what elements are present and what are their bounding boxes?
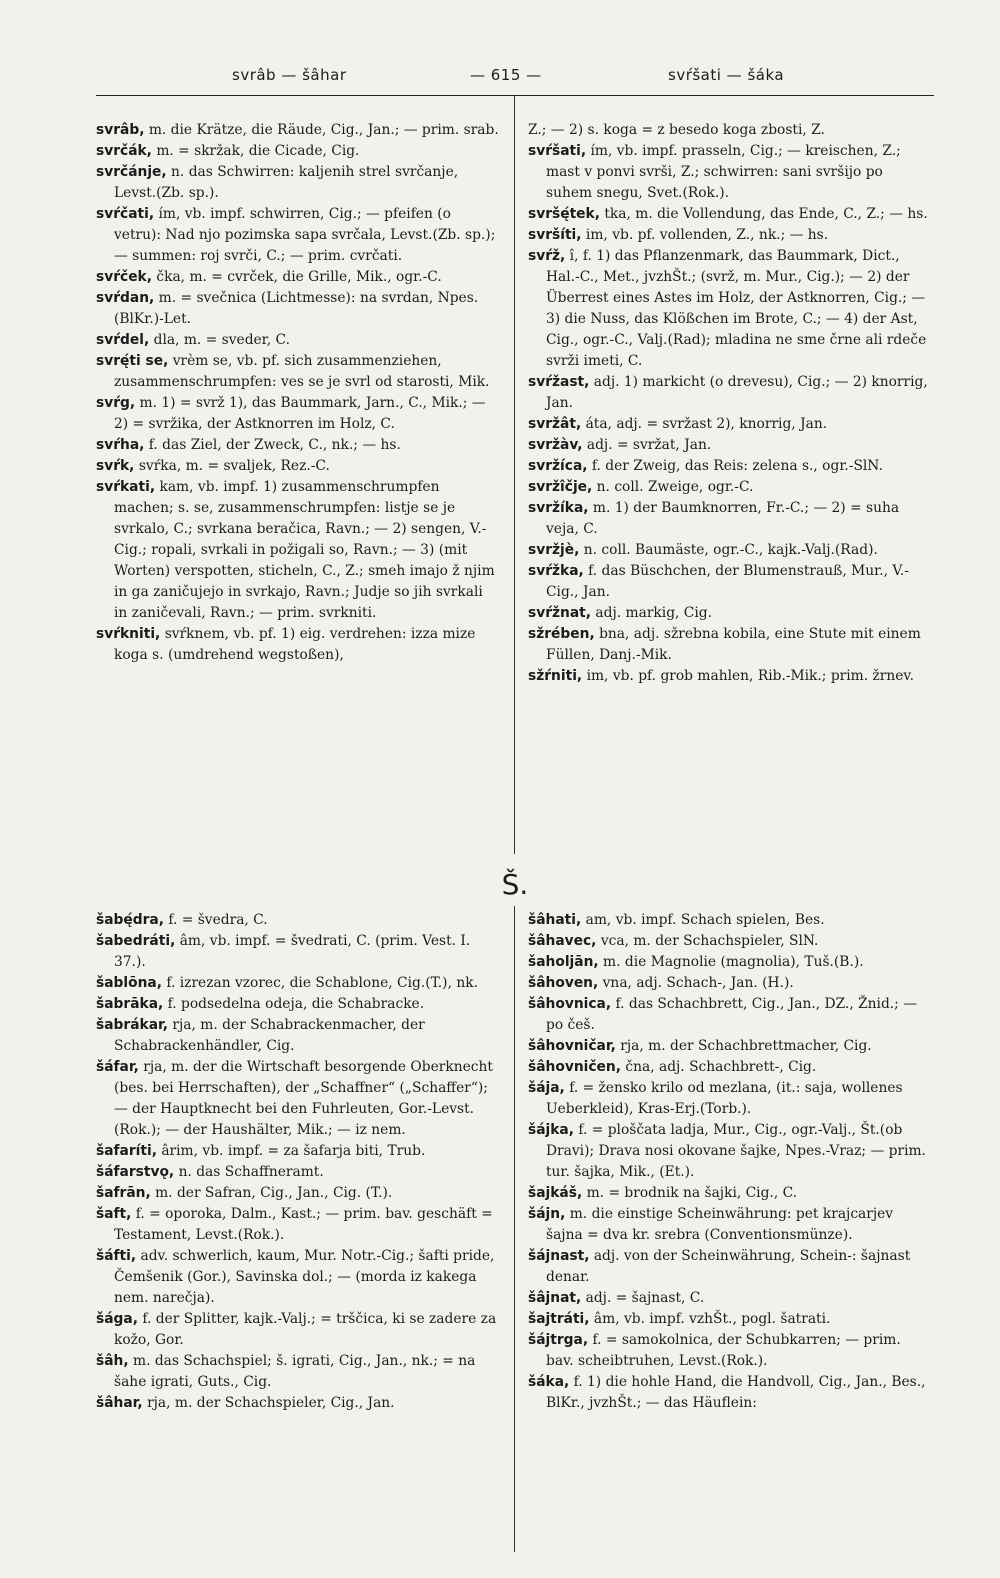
- entry-definition: adj. = šajnast, C.: [585, 1290, 705, 1306]
- entry-definition: m. der Safran, Cig., Jan., Cig. (T.).: [155, 1185, 393, 1201]
- entry-headword: svŕžast,: [528, 374, 590, 390]
- dictionary-entry: [96, 393, 499, 435]
- header-rule: [96, 95, 934, 96]
- entry-definition: f. izrezan vzorec, die Schablone, Cig.(T.), nk.: [166, 975, 478, 991]
- entry-headword: šâjnat,: [528, 1290, 582, 1306]
- entry-headword: svŕšati,: [528, 143, 587, 159]
- entry-definition: î, f. 1) das Pflanzenmark, das Baummark, Dict., Hal.-C., Met., jvzhŠt.; (svrž, m. Mur., Cig.); — 2) der Überrest eines Astes im Holz, der Astknorren, Cig.; — 3) die Nuss, das Klößchen im Brote, C.; — 4) der Ast, Cig., ogr.-C., Valj.(Rad); mladina ne sme črne ali rdeče svrži imeti, C.: [546, 248, 927, 369]
- entry-headword: šabrákar,: [96, 1017, 169, 1033]
- entry-headword: šâh,: [96, 1353, 129, 1369]
- entry-headword: šáfar,: [96, 1059, 139, 1075]
- dictionary-entry: [528, 225, 932, 246]
- entry-definition: adj. = svržat, Jan.: [586, 437, 712, 453]
- entry-headword: šajtráti,: [528, 1311, 590, 1327]
- entry-definition: rja, m. der Schabrackenmacher, der Schabrackenhändler, Cig.: [114, 1017, 425, 1054]
- entry-headword: svrčák,: [96, 143, 152, 159]
- dictionary-entry: [528, 931, 932, 952]
- entry-definition: n. coll. Baumäste, ogr.-C., kajk.-Valj.(Rad).: [583, 542, 878, 558]
- entry-headword: šâhati,: [528, 912, 582, 928]
- dictionary-entry: [528, 952, 932, 973]
- entry-headword: šaholjān,: [528, 954, 599, 970]
- entry-definition: f. = švedra, C.: [168, 912, 268, 928]
- entry-definition: f. = žensko krilo od mezlana, (it.: saja, wollenes Ueberkleid), Kras-Erj.(Torb.).: [546, 1080, 903, 1117]
- dictionary-entry: [96, 204, 499, 267]
- entry-headword: svŕžka,: [528, 563, 584, 579]
- dictionary-entry: [528, 1183, 932, 1204]
- entry-definition: f. = samokolnica, der Schubkarren; — prim. bav. scheibtruhen, Levst.(Rok.).: [546, 1332, 901, 1369]
- entry-definition: n. das Schaffneramt.: [178, 1164, 324, 1180]
- dictionary-entry: [96, 931, 499, 973]
- entry-definition: rja, m. der Schachbrettmacher, Cig.: [620, 1038, 872, 1054]
- dictionary-entry: [96, 910, 499, 931]
- entry-definition: f. das Schachbrett, Cig., Jan., DZ., Žnid.; — po češ.: [546, 996, 918, 1033]
- entry-headword: svrę́ti se,: [96, 353, 169, 369]
- entry-definition: adv. schwerlich, kaum, Mur. Notr.-Cig.; šafti pride, Čemšenik (Gor.), Savinska dol.; — (morda iz kakega nem. narečja).: [114, 1248, 495, 1306]
- dictionary-entry: [528, 666, 932, 687]
- entry-headword: šájka,: [528, 1122, 574, 1138]
- dictionary-entry: [96, 1183, 499, 1204]
- entry-headword: šáfti,: [96, 1248, 137, 1264]
- entry-definition: f. = oporoka, Dalm., Kast.; — prim. bav. geschäft = Testament, Levst.(Rok.).: [114, 1206, 493, 1243]
- entry-definition: bna, adj. sžrebna kobila, eine Stute mit einem Füllen, Danj.-Mik.: [546, 626, 921, 663]
- entry-headword: svržàv,: [528, 437, 583, 453]
- dictionary-entry: [528, 204, 932, 225]
- entry-headword: šâhar,: [96, 1395, 143, 1411]
- entry-headword: šâhoven,: [528, 975, 599, 991]
- entry-definition: f. der Zweig, das Reis: zelena s., ogr.-SlN.: [591, 458, 883, 474]
- entry-definition: m. die Krätze, die Räude, Cig., Jan.; — prim. srab.: [148, 122, 499, 138]
- entry-definition: m. = brodnik na šajki, Cig., C.: [586, 1185, 798, 1201]
- entry-headword: svŕha,: [96, 437, 145, 453]
- entry-headword: šabę́dra,: [96, 912, 164, 928]
- entry-headword: šaft,: [96, 1206, 132, 1222]
- entry-definition: am, vb. impf. Schach spielen, Bes.: [585, 912, 825, 928]
- entry-headword: šáfarstvǫ,: [96, 1164, 175, 1180]
- entry-definition: kam, vb. impf. 1) zusammenschrumpfen machen; s. se, zusammenschrumpfen: listje se je svrkalo, C.; svrkana beračica, Ravn.; — 2) sengen, V.-Cig.; ropali, svrkali in požigali so, Ravn.; — 3) (mit Worten) verspotten, sticheln, C., Z.; smeh imajo ž njim in ga zaničujejo in svrkajo, Ravn.; Judje so jih svrkali in zaničevali, Ravn.; — prim. svrkniti.: [114, 479, 495, 621]
- page-number: — 615 —: [470, 66, 542, 84]
- dictionary-entry: [96, 1141, 499, 1162]
- entry-definition: rja, m. der Schachspieler, Cig., Jan.: [147, 1395, 395, 1411]
- entry-headword: šabedráti,: [96, 933, 176, 949]
- entry-headword: svršíti,: [528, 227, 582, 243]
- entry-headword: svŕdan,: [96, 290, 155, 306]
- entry-definition: adj. von der Scheinwährung, Schein-: šajnast denar.: [546, 1248, 911, 1285]
- column-top-right: [528, 120, 932, 687]
- dictionary-entry: [96, 1309, 499, 1351]
- entry-definition: rja, m. der die Wirtschaft besorgende Oberknecht (bes. bei Herrschaften), der „Schaffner“ („Schaffer“); — der Hauptknecht bei den Fuhrleuten, Gor.-Levst.(Rok.); — der Haushälter, Mik.; — iz nem.: [114, 1059, 493, 1138]
- entry-definition: adj. 1) markicht (o drevesu), Cig.; — 2) knorrig, Jan.: [546, 374, 928, 411]
- entry-definition: im, vb. pf. grob mahlen, Rib.-Mik.; prim. žrnev.: [586, 668, 914, 684]
- entry-definition: âm, vb. impf. = švedrati, C. (prim. Vest. I. 37.).: [114, 933, 471, 970]
- dictionary-entry: [528, 435, 932, 456]
- dictionary-entry: [96, 267, 499, 288]
- entry-definition: ím, vb. impf. schwirren, Cig.; — pfeifen (o vetru): Nad njo pozimska sapa svrčala, Levst.(Zb. sp.); — summen: roj svrči, C.; — prim. cvrčati.: [114, 206, 496, 264]
- dictionary-entry: [528, 1078, 932, 1120]
- dictionary-entry: [528, 1120, 932, 1183]
- entry-definition: m. die einstige Scheinwährung: pet krajcarjev šajna = dva kr. srebra (Conventionsmünze).: [546, 1206, 894, 1243]
- header-left-guide: svrâb — šâhar: [232, 66, 347, 84]
- entry-definition: vca, m. der Schachspieler, SlN.: [600, 933, 819, 949]
- entry-definition: áta, adj. = svržast 2), knorrig, Jan.: [585, 416, 828, 432]
- entry-headword: šája,: [528, 1080, 565, 1096]
- entry-definition: svŕka, m. = svaljek, Rez.-C.: [138, 458, 330, 474]
- dictionary-entry: [96, 994, 499, 1015]
- entry-definition: f. = ploščata ladja, Mur., Cig., ogr.-Valj., Št.(ob Dravi); Drava nosi okovane šajke, Npes.-Vraz; — prim. tur. šajka, Mik., (Et.).: [546, 1122, 926, 1180]
- dictionary-entry: [96, 141, 499, 162]
- dictionary-entry: [528, 1372, 932, 1414]
- entry-headword: svržíka,: [528, 500, 589, 516]
- section-letter: Š.: [501, 868, 529, 901]
- entry-headword: svŕdel,: [96, 332, 150, 348]
- dictionary-entry: [96, 288, 499, 330]
- dictionary-entry: [96, 456, 499, 477]
- entry-headword: šablōna,: [96, 975, 162, 991]
- entry-headword: šâhavec,: [528, 933, 597, 949]
- entry-definition: im, vb. pf. vollenden, Z., nk.; — hs.: [585, 227, 829, 243]
- entry-definition: čna, adj. Schachbrett-, Cig.: [625, 1059, 817, 1075]
- entry-headword: svržíca,: [528, 458, 588, 474]
- entry-definition: tka, m. die Vollendung, das Ende, C., Z.; — hs.: [604, 206, 928, 222]
- entry-definition: m. die Magnolie (magnolia), Tuš.(B.).: [603, 954, 864, 970]
- entry-headword: svrâb,: [96, 122, 145, 138]
- entry-headword: šafaríti,: [96, 1143, 157, 1159]
- dictionary-entry: [528, 246, 932, 372]
- entry-headword: šájtrga,: [528, 1332, 589, 1348]
- dictionary-entry: [528, 540, 932, 561]
- dictionary-entry: [528, 1309, 932, 1330]
- entry-definition: m. 1) der Baumknorren, Fr.-C.; — 2) = suha veja, C.: [546, 500, 900, 537]
- dictionary-entry: [96, 120, 499, 141]
- entry-definition: vna, adj. Schach-, Jan. (H.).: [602, 975, 794, 991]
- entry-headword: svŕg,: [96, 395, 136, 411]
- dictionary-entry: [96, 1351, 499, 1393]
- entry-headword: svržât,: [528, 416, 582, 432]
- entry-headword: šâhovničar,: [528, 1038, 616, 1054]
- column-bottom-right: [528, 910, 932, 1414]
- column-top-left: [96, 120, 499, 666]
- entry-headword: svŕk,: [96, 458, 135, 474]
- entry-definition: f. das Ziel, der Zweck, C., nk.; — hs.: [148, 437, 401, 453]
- dictionary-entry: [528, 973, 932, 994]
- dictionary-entry: [528, 1057, 932, 1078]
- entry-definition: m. = skržak, die Cicade, Cig.: [156, 143, 360, 159]
- entry-headword: svŕkati,: [96, 479, 156, 495]
- dictionary-entry: [96, 1162, 499, 1183]
- entry-headword: svŕž,: [528, 248, 566, 264]
- entry-headword: svŕček,: [96, 269, 152, 285]
- entry-headword: šága,: [96, 1311, 138, 1327]
- entry-headword: svrčánje,: [96, 164, 167, 180]
- page-header: [96, 62, 932, 88]
- dictionary-entry: [528, 561, 932, 603]
- entry-definition: Z.; — 2) s. koga = z besedo koga zbosti, Z.: [528, 122, 825, 138]
- entry-definition: m. = svečnica (Lichtmesse): na svrdan, Npes.(BlKr.)-Let.: [114, 290, 479, 327]
- entry-headword: svŕžnat,: [528, 605, 592, 621]
- dictionary-entry: [528, 1246, 932, 1288]
- header-right-guide: svŕšati — šáka: [668, 66, 785, 84]
- entry-definition: svŕknem, vb. pf. 1) eig. verdrehen: izza mize koga s. (umdrehend wegstoßen),: [114, 626, 476, 663]
- entry-definition: dla, m. = sveder, C.: [153, 332, 290, 348]
- entry-definition: f. 1) die hohle Hand, die Handvoll, Cig., Jan., Bes., BlKr., jvzhŠt.; — das Häuflein:: [546, 1374, 926, 1411]
- entry-headword: šájn,: [528, 1206, 566, 1222]
- dictionary-entry: [96, 330, 499, 351]
- entry-headword: šafrān,: [96, 1185, 151, 1201]
- entry-definition: vrèm se, vb. pf. sich zusammenziehen, zusammenschrumpfen: ves se je svrl od starosti, Mik.: [114, 353, 490, 390]
- dictionary-entry: [528, 1330, 932, 1372]
- entry-definition: ârim, vb. impf. = za šafarja biti, Trub.: [161, 1143, 426, 1159]
- dictionary-entry: [528, 477, 932, 498]
- entry-headword: šajkáš,: [528, 1185, 583, 1201]
- dictionary-entry: [528, 141, 932, 204]
- entry-definition: ím, vb. impf. prasseln, Cig.; — kreischen, Z.; mast v ponvi svrši, Z.; schwirren: sani svršijo po suhem snegu, Svet.(Rok.).: [546, 143, 901, 201]
- dictionary-entry: [96, 162, 499, 204]
- entry-headword: šáka,: [528, 1374, 570, 1390]
- dictionary-entry: [96, 435, 499, 456]
- column-divider-top: [514, 96, 515, 854]
- entry-headword: svŕkniti,: [96, 626, 161, 642]
- dictionary-entry: [96, 1204, 499, 1246]
- dictionary-entry: [96, 1057, 499, 1141]
- column-bottom-left: [96, 910, 499, 1414]
- dictionary-entry: [528, 910, 932, 931]
- entry-headword: šabrāka,: [96, 996, 164, 1012]
- dictionary-entry: [96, 351, 499, 393]
- entry-definition: âm, vb. impf. vzhŠt., pogl. šatrati.: [593, 1311, 831, 1327]
- entry-definition: f. das Büschchen, der Blumenstrauß, Mur., V.-Cig., Jan.: [546, 563, 909, 600]
- dictionary-entry: [528, 1204, 932, 1246]
- entry-definition: adj. markig, Cig.: [595, 605, 712, 621]
- entry-definition: čka, m. = cvrček, die Grille, Mik., ogr.-C.: [156, 269, 442, 285]
- entry-definition: n. coll. Zweige, ogr.-C.: [596, 479, 754, 495]
- entry-definition: f. podsedelna odeja, die Schabracke.: [167, 996, 425, 1012]
- entry-headword: svržjè,: [528, 542, 580, 558]
- dictionary-entry: [96, 973, 499, 994]
- dictionary-entry: [528, 120, 932, 141]
- dictionary-entry: [96, 1015, 499, 1057]
- dictionary-entry: [528, 456, 932, 477]
- entry-headword: šájnast,: [528, 1248, 590, 1264]
- entry-headword: svržîčje,: [528, 479, 593, 495]
- dictionary-entry: [528, 414, 932, 435]
- dictionary-entry: [96, 1246, 499, 1309]
- dictionary-entry: [528, 1288, 932, 1309]
- entry-headword: svŕčati,: [96, 206, 155, 222]
- dictionary-entry: [528, 498, 932, 540]
- entry-definition: m. 1) = svrž 1), das Baummark, Jarn., C., Mik.; — 2) = svržika, der Astknorren im Holz, C.: [114, 395, 486, 432]
- dictionary-entry: [528, 603, 932, 624]
- entry-headword: šâhovničen,: [528, 1059, 621, 1075]
- dictionary-entry: [96, 477, 499, 624]
- entry-headword: sžŕniti,: [528, 668, 583, 684]
- entry-definition: m. das Schachspiel; š. igrati, Cig., Jan., nk.; = na šahe igrati, Guts., Cig.: [114, 1353, 476, 1390]
- dictionary-entry: [528, 994, 932, 1036]
- dictionary-entry: [528, 1036, 932, 1057]
- dictionary-entry: [96, 1393, 499, 1414]
- dictionary-entry: [528, 624, 932, 666]
- entry-headword: sžrében,: [528, 626, 595, 642]
- entry-definition: n. das Schwirren: kaljenih strel svrčanje, Levst.(Zb. sp.).: [114, 164, 459, 201]
- entry-headword: šâhovnica,: [528, 996, 612, 1012]
- dictionary-entry: [528, 372, 932, 414]
- column-divider-bottom: [514, 906, 515, 1552]
- entry-definition: f. der Splitter, kajk.-Valj.; = trščica, ki se zadere za kožo, Gor.: [114, 1311, 497, 1348]
- dictionary-entry: [96, 624, 499, 666]
- entry-headword: svršę́tek,: [528, 206, 600, 222]
